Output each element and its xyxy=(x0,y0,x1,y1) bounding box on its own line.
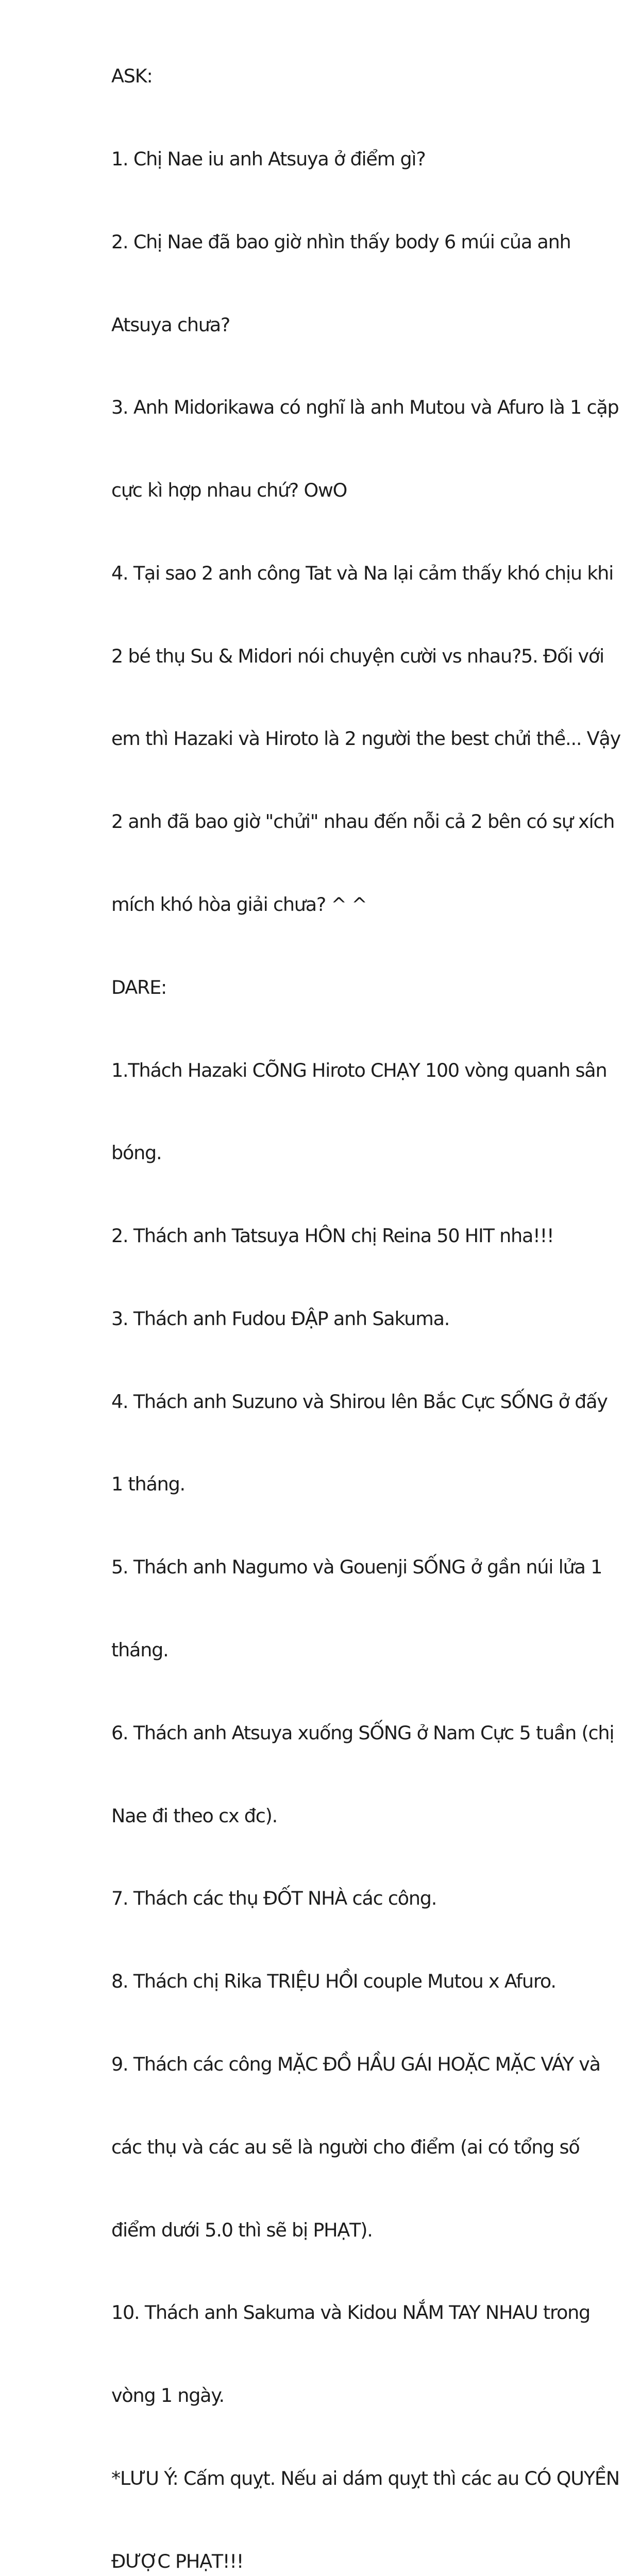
dare-item-line: 2. Thách anh Tatsuya HÔN chị Reina 50 HIT nha!!! xyxy=(111,1225,554,1247)
dare-item-line: 3. Thách anh Fudou ĐẬP anh Sakuma. xyxy=(111,1307,450,1330)
ask-question-line: cực kì hợp nhau chứ? OwO xyxy=(111,479,347,502)
dare-item-line: 1 tháng. xyxy=(111,1473,185,1496)
dare-item-line: bóng. xyxy=(111,1142,162,1164)
dare-item-line: 6. Thách anh Atsuya xuống SỐNG ở Nam Cực 5 tuần (chị xyxy=(111,1721,614,1744)
ask-question-line: 1. Chị Nae iu anh Atsuya ở điểm gì? xyxy=(111,147,426,170)
ask-question-line: 2. Chị Nae đã bao giờ nhìn thấy body 6 múi của anh xyxy=(111,230,571,253)
dare-item-line: 7. Thách các thụ ĐỐT NHÀ các công. xyxy=(111,1887,437,1910)
ask-question-line: 2 bé thụ Su & Midori nói chuyện cười vs nhau?5. Đối với xyxy=(111,645,604,667)
dare-item-line: tháng. xyxy=(111,1639,169,1662)
ask-question-line: 3. Anh Midorikawa có nghĩ là anh Mutou và Afuro là 1 cặp xyxy=(111,396,619,419)
dare-heading: DARE: xyxy=(111,976,167,998)
dare-item-line: các thụ và các au sẽ là người cho điểm (ai có tổng số xyxy=(111,2136,580,2158)
ask-dare-text xyxy=(111,7,627,2576)
ask-question-line: 4. Tại sao 2 anh công Tat và Na lại cảm thấy khó chịu khi xyxy=(111,562,614,584)
dare-item-line: 1.Thách Hazaki CÕNG Hiroto CHẠY 100 vòng quanh sân xyxy=(111,1059,607,1081)
dare-item-line: Nae đi theo cx đc). xyxy=(111,1804,278,1827)
ask-question-line: em thì Hazaki và Hiroto là 2 người the best chửi thề... Vậy xyxy=(111,727,620,750)
dare-item-line: 10. Thách anh Sakuma và Kidou NẮM TAY NHAU trong xyxy=(111,2301,591,2324)
dare-item-line: 8. Thách chị Rika TRIỆU HỒI couple Mutou x Afuro. xyxy=(111,1970,556,1993)
ask-question-line: mích khó hòa giải chưa? ^ ^ xyxy=(111,893,367,916)
note-line: ĐƯỢC PHẠT!!! xyxy=(111,2550,244,2572)
note-line: *LƯU Ý: Cấm quỵt. Nếu ai dám quỵt thì các au CÓ QUYỀN xyxy=(111,2467,619,2489)
dare-item-line: điểm dưới 5.0 thì sẽ bị PHẠT). xyxy=(111,2218,373,2241)
ask-heading: ASK: xyxy=(111,65,153,88)
dare-item-line: 4. Thách anh Suzuno và Shirou lên Bắc Cực SỐNG ở đấy xyxy=(111,1390,608,1413)
ask-question-line: 2 anh đã bao giờ "chửi" nhau đến nỗi cả 2 bên có sự xích xyxy=(111,810,615,833)
dare-item-line: 9. Thách các công MẶC ĐỒ HẦU GÁI HOẶC MẶC VÁY và xyxy=(111,2053,600,2075)
dare-item-line: 5. Thách anh Nagumo và Gouenji SỐNG ở gần núi lửa 1 xyxy=(111,1556,602,1579)
dare-item-line: vòng 1 ngày. xyxy=(111,2384,224,2407)
ask-question-line: Atsuya chưa? xyxy=(111,313,230,336)
